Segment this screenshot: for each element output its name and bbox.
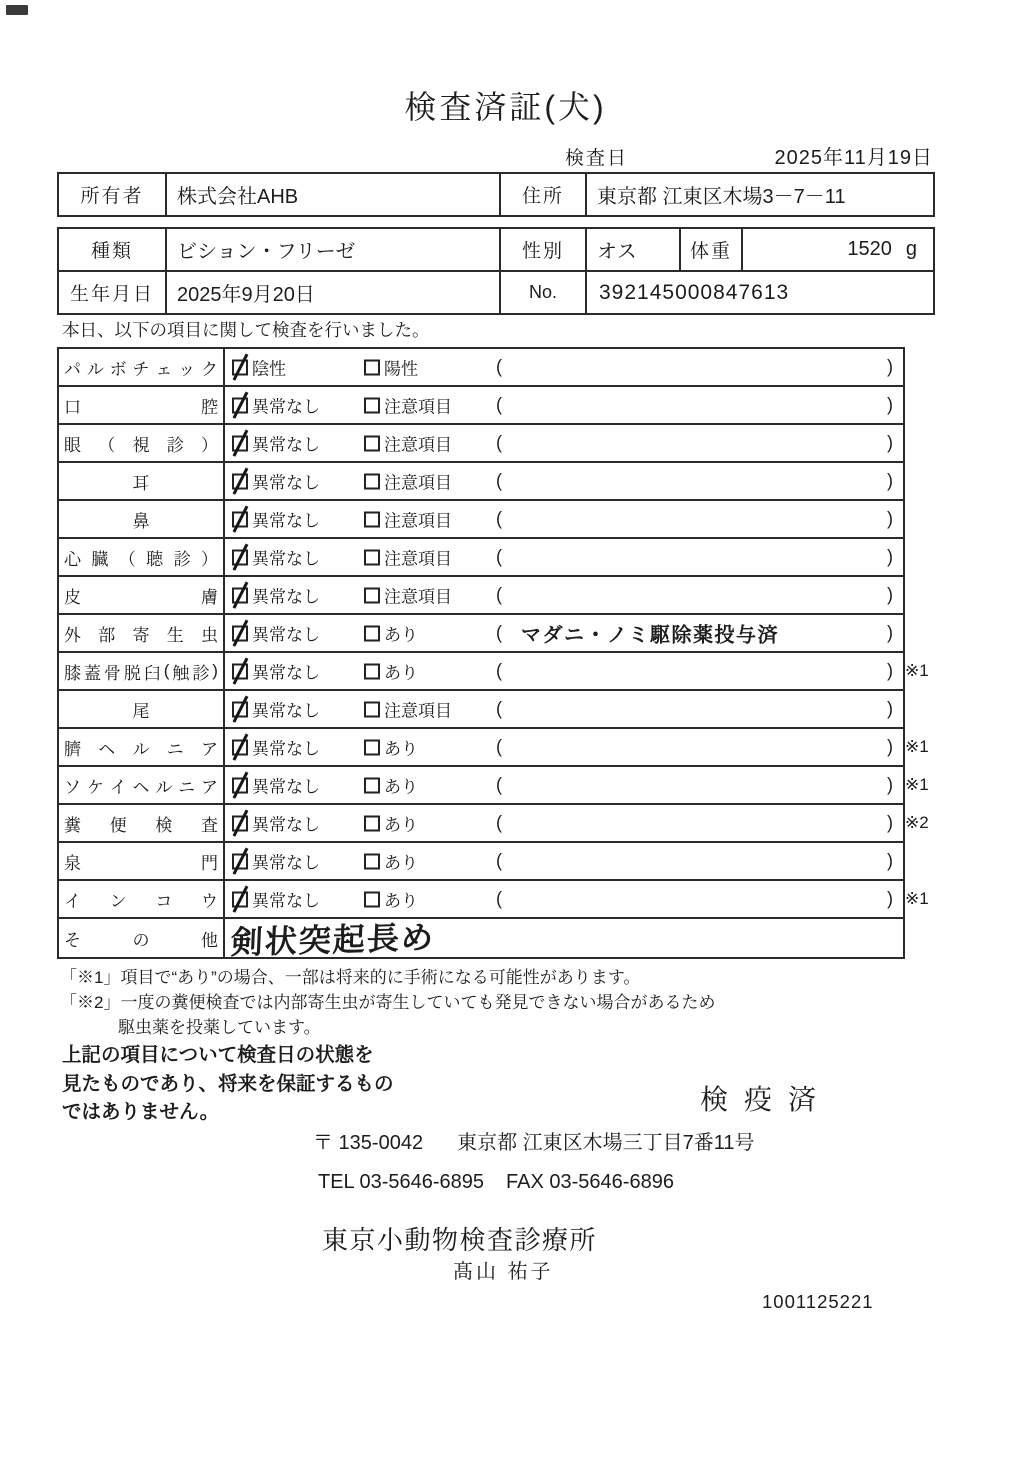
paren-close: ) — [887, 660, 893, 681]
checkbox-checked-icon — [232, 777, 248, 793]
checklist-row-cryptorchid — [59, 881, 929, 919]
document-code: 1001125221 — [762, 1291, 874, 1312]
footnote-2-continued: 駆虫薬を投薬しています。 — [118, 1018, 321, 1037]
exam-item-label: 口 腔 — [59, 387, 225, 423]
exam-result-cell — [225, 919, 903, 961]
checkbox-checked-icon — [232, 549, 248, 565]
clinic-phone-line — [318, 1171, 674, 1194]
paren-open: ( — [496, 584, 502, 605]
footnote-ref — [905, 349, 945, 385]
option-label: 異常なし — [252, 587, 320, 607]
clinic-name: 東京小動物検査診療所 — [322, 1225, 598, 1255]
paren-open: ( — [496, 432, 502, 453]
option-label: 注意項目 — [384, 435, 452, 455]
exam-item-label: そ の 他 — [59, 919, 225, 957]
checkbox-checked-icon — [232, 435, 248, 451]
footnote-ref: ※1 — [905, 661, 929, 680]
result-option-primary — [232, 469, 320, 494]
option-label: 異常なし — [252, 473, 320, 493]
checkbox-empty-icon — [364, 359, 380, 375]
checkbox-empty-icon — [364, 587, 380, 603]
result-option-secondary — [364, 735, 418, 760]
option-label: あり — [384, 663, 418, 683]
paren-close: ) — [887, 812, 893, 833]
disclaimer-paragraph — [62, 1041, 394, 1127]
paren-close: ) — [887, 888, 893, 909]
checklist-row-patella — [59, 653, 929, 691]
exam-result-cell — [225, 729, 903, 765]
paren-close: ) — [887, 470, 893, 491]
paren-close: ) — [887, 622, 893, 643]
exam-result-cell — [225, 691, 903, 727]
exam-result-cell — [225, 577, 903, 613]
inspection-date-label: 検査日 — [565, 148, 629, 169]
result-option-primary — [232, 355, 286, 380]
option-label: 注意項目 — [384, 511, 452, 531]
footnote-ref — [905, 425, 945, 461]
disclaimer-line: ではありません。 — [62, 1101, 220, 1123]
option-label: あり — [384, 777, 418, 797]
option-label: 異常なし — [252, 739, 320, 759]
result-option-primary — [232, 887, 320, 912]
weight-unit: g — [905, 238, 917, 260]
option-label: 異常なし — [252, 435, 320, 455]
clinic-fax: FAX 03-5646-6896 — [506, 1171, 674, 1193]
paren-open: ( — [496, 546, 502, 567]
checklist-row-umbilical-hernia — [59, 729, 929, 767]
result-option-primary — [232, 507, 320, 532]
clinic-postal-code: 〒 135-0042 — [313, 1132, 424, 1154]
checkbox-empty-icon — [364, 511, 380, 527]
footnote-ref — [905, 577, 945, 613]
inspection-date-value: 2025年11月19日 — [774, 147, 933, 169]
checkbox-checked-icon — [232, 397, 248, 413]
option-label: 異常なし — [252, 663, 320, 683]
exam-item-label: 糞 便 検 査 — [59, 805, 225, 841]
exam-item-label: 外 部 寄 生 虫 — [59, 615, 225, 651]
exam-result-cell — [225, 539, 903, 575]
exam-result-cell — [225, 615, 903, 651]
quarantine-stamp-text: 検疫済 — [700, 1084, 833, 1115]
sex-value: オス — [585, 229, 679, 270]
checkbox-empty-icon — [364, 549, 380, 565]
result-option-secondary — [364, 507, 452, 532]
footnote-ref — [905, 539, 945, 575]
checkbox-empty-icon — [364, 853, 380, 869]
footnote-ref: ※1 — [905, 737, 929, 756]
paren-open: ( — [496, 698, 502, 719]
paren-close: ) — [887, 850, 893, 871]
result-option-secondary — [364, 431, 452, 456]
result-option-secondary — [364, 773, 418, 798]
result-option-primary — [232, 811, 320, 836]
checklist-table — [57, 347, 929, 961]
paren-close: ) — [887, 356, 893, 377]
option-label: あり — [384, 891, 418, 911]
weight-cell — [741, 229, 933, 270]
result-option-primary — [232, 583, 320, 608]
result-option-primary — [232, 735, 320, 760]
exam-item-label: 耳 — [59, 463, 225, 499]
owner-value: 株式会社AHB — [165, 174, 499, 215]
checkbox-empty-icon — [364, 701, 380, 717]
paren-open: ( — [496, 812, 502, 833]
exam-result-cell — [225, 387, 903, 423]
option-label: 注意項目 — [384, 587, 452, 607]
paren-close: ) — [887, 698, 893, 719]
exam-result-cell — [225, 463, 903, 499]
result-option-secondary — [364, 469, 452, 494]
sex-label: 性別 — [499, 229, 585, 270]
exam-item-label: 臍 ヘ ル ニ ア — [59, 729, 225, 765]
option-label: 異常なし — [252, 853, 320, 873]
result-option-secondary — [364, 849, 418, 874]
checklist-row-skin — [59, 577, 903, 615]
paren-open: ( — [496, 508, 502, 529]
option-label: 注意項目 — [384, 397, 452, 417]
checklist-row-nose — [59, 501, 903, 539]
result-option-primary — [232, 431, 320, 456]
birth-row — [59, 270, 933, 313]
checkbox-checked-icon — [232, 739, 248, 755]
paren-open: ( — [496, 888, 502, 909]
option-label: 注意項目 — [384, 701, 452, 721]
result-option-primary — [232, 659, 320, 684]
result-option-primary — [232, 773, 320, 798]
option-label: あり — [384, 625, 418, 645]
checklist-row-tail — [59, 691, 903, 729]
exam-item-label: 皮 膚 — [59, 577, 225, 613]
checkbox-checked-icon — [232, 587, 248, 603]
paren-open: ( — [496, 622, 502, 643]
checklist-row-oral — [59, 387, 903, 425]
option-label: あり — [384, 739, 418, 759]
footnote-ref: ※1 — [905, 775, 929, 794]
exam-result-cell — [225, 843, 903, 879]
result-option-secondary — [364, 697, 452, 722]
result-option-primary — [232, 849, 320, 874]
exam-item-label: ソ ケ イ ヘ ル ニ ア — [59, 767, 225, 803]
paren-close: ) — [887, 432, 893, 453]
exam-result-cell — [225, 881, 903, 917]
birth-value: 2025年9月20日 — [165, 272, 499, 313]
footnote-ref — [905, 691, 945, 727]
result-option-secondary — [364, 887, 418, 912]
checkbox-checked-icon — [232, 891, 248, 907]
clinic-address: 東京都 江東区木場三丁目7番11号 — [457, 1132, 755, 1154]
footnote-ref: ※1 — [905, 889, 929, 908]
result-option-primary — [232, 393, 320, 418]
exam-item-label: 心 臓 （ 聴 診 ） — [59, 539, 225, 575]
disclaimer-line: 上記の項目について検査日の状態を — [62, 1044, 374, 1066]
checklist-row-eyes — [59, 425, 903, 463]
footnote-ref — [905, 501, 945, 537]
checkbox-empty-icon — [364, 891, 380, 907]
result-option-secondary — [364, 621, 418, 646]
paren-close: ) — [887, 584, 893, 605]
address-label: 住所 — [499, 174, 585, 215]
clinic-tel: TEL 03-5646-6895 — [318, 1171, 485, 1193]
paren-close: ) — [887, 508, 893, 529]
exam-result-cell — [225, 349, 903, 385]
option-label: 注意項目 — [384, 549, 452, 569]
result-option-primary — [232, 621, 320, 646]
no-value: 392145000847613 — [585, 272, 933, 313]
disclaimer-line: 見たものであり、将来を保証するもの — [62, 1072, 394, 1095]
checkbox-empty-icon — [364, 739, 380, 755]
exam-item-label: 鼻 — [59, 501, 225, 537]
checkbox-checked-icon — [232, 473, 248, 489]
result-option-secondary — [364, 583, 452, 608]
paren-close: ) — [887, 736, 893, 757]
exam-item-label: パ ル ボ チ ェ ッ ク — [59, 349, 225, 385]
footnote-ref — [905, 843, 945, 879]
exam-result-cell — [225, 425, 903, 461]
footnote-ref — [905, 463, 945, 499]
owner-row — [59, 174, 933, 215]
exam-item-label: 眼 （ 視 診 ） — [59, 425, 225, 461]
exam-result-cell — [225, 653, 903, 689]
breed-row — [59, 229, 933, 270]
paren-open: ( — [496, 356, 502, 377]
weight-label: 体重 — [679, 229, 741, 270]
exam-item-label: 膝 蓋 骨 脱 臼 ( 触 診 ) — [59, 653, 225, 689]
footnote-ref: ※2 — [905, 813, 929, 832]
breed-value: ビション・フリーゼ — [165, 229, 499, 270]
checkbox-empty-icon — [364, 473, 380, 489]
option-label: 異常なし — [252, 815, 320, 835]
checklist-row-inguinal-hernia — [59, 767, 929, 805]
option-label: あり — [384, 853, 418, 873]
checkbox-empty-icon — [364, 663, 380, 679]
pet-info-table — [57, 227, 935, 315]
checklist-row-fontanelle — [59, 843, 903, 881]
checklist-row-ears — [59, 463, 903, 501]
option-label: 異常なし — [252, 511, 320, 531]
checkbox-empty-icon — [364, 777, 380, 793]
owner-label: 所有者 — [80, 186, 144, 207]
checklist-row-fecal — [59, 805, 929, 843]
checkbox-checked-icon — [232, 701, 248, 717]
intro-sentence: 本日、以下の項目に関して検査を行いました。 — [62, 320, 430, 340]
checklist-row-parasites — [59, 615, 903, 653]
paren-open: ( — [496, 470, 502, 491]
footnote-1: 「※1」項目で“あり”の場合、一部は将来的に手術になる可能性があります。 — [60, 968, 641, 987]
exam-result-cell — [225, 805, 903, 841]
paren-close: ) — [887, 394, 893, 415]
result-option-secondary — [364, 393, 452, 418]
result-option-secondary — [364, 659, 418, 684]
result-option-primary — [232, 697, 320, 722]
option-label: 異常なし — [252, 701, 320, 721]
option-label: 異常なし — [252, 397, 320, 417]
option-label: 注意項目 — [384, 473, 452, 493]
address-value: 東京都 江東区木場3－7－11 — [585, 174, 933, 215]
option-label: 陽性 — [384, 359, 418, 379]
clinic-representative: 髙山 祐子 — [453, 1261, 554, 1283]
checkbox-empty-icon — [364, 815, 380, 831]
paren-close: ) — [887, 774, 893, 795]
document-title: 検査済証(犬) — [404, 89, 607, 125]
paren-open: ( — [496, 774, 502, 795]
paren-open: ( — [496, 736, 502, 757]
option-label: 陰性 — [252, 359, 286, 379]
checklist-row-other — [59, 919, 903, 961]
result-option-secondary — [364, 811, 418, 836]
option-label: 異常なし — [252, 777, 320, 797]
checklist-row-parvo — [59, 349, 903, 387]
scan-artifact-mark — [6, 5, 28, 15]
exam-item-label: 尾 — [59, 691, 225, 727]
paren-close: ) — [887, 546, 893, 567]
checkbox-checked-icon — [232, 359, 248, 375]
owner-table — [57, 172, 935, 217]
paren-open: ( — [496, 394, 502, 415]
result-option-secondary — [364, 355, 418, 380]
checkbox-checked-icon — [232, 625, 248, 641]
checkbox-checked-icon — [232, 663, 248, 679]
paren-note: マダニ・ノミ駆除薬投与済 — [521, 624, 779, 647]
paren-open: ( — [496, 850, 502, 871]
result-option-primary — [232, 545, 320, 570]
no-label: No. — [499, 272, 585, 313]
handwritten-note: 剣状突起長め — [229, 919, 436, 961]
checkbox-empty-icon — [364, 435, 380, 451]
exam-item-label: イ ン コ ウ — [59, 881, 225, 917]
checklist-row-heart — [59, 539, 903, 577]
option-label: あり — [384, 815, 418, 835]
checkbox-empty-icon — [364, 397, 380, 413]
checkbox-checked-icon — [232, 853, 248, 869]
footnote-ref — [905, 615, 945, 651]
breed-label: 種類 — [90, 241, 133, 262]
result-option-secondary — [364, 545, 452, 570]
option-label: 異常なし — [252, 625, 320, 645]
option-label: 異常なし — [252, 549, 320, 569]
exam-result-cell — [225, 767, 903, 803]
exam-item-label: 泉 門 — [59, 843, 225, 879]
footnote-2: 「※2」一度の糞便検査では内部寄生虫が寄生していても発見できない場合があるため — [60, 993, 716, 1012]
clinic-address-line — [313, 1126, 755, 1155]
checkbox-empty-icon — [364, 625, 380, 641]
option-label: 異常なし — [252, 891, 320, 911]
paren-open: ( — [496, 660, 502, 681]
birth-label: 生 年 月 日 — [69, 284, 155, 305]
checkbox-checked-icon — [232, 511, 248, 527]
checkbox-checked-icon — [232, 815, 248, 831]
exam-result-cell — [225, 501, 903, 537]
footnote-ref — [905, 387, 945, 423]
weight-value: 1520 — [847, 238, 892, 260]
